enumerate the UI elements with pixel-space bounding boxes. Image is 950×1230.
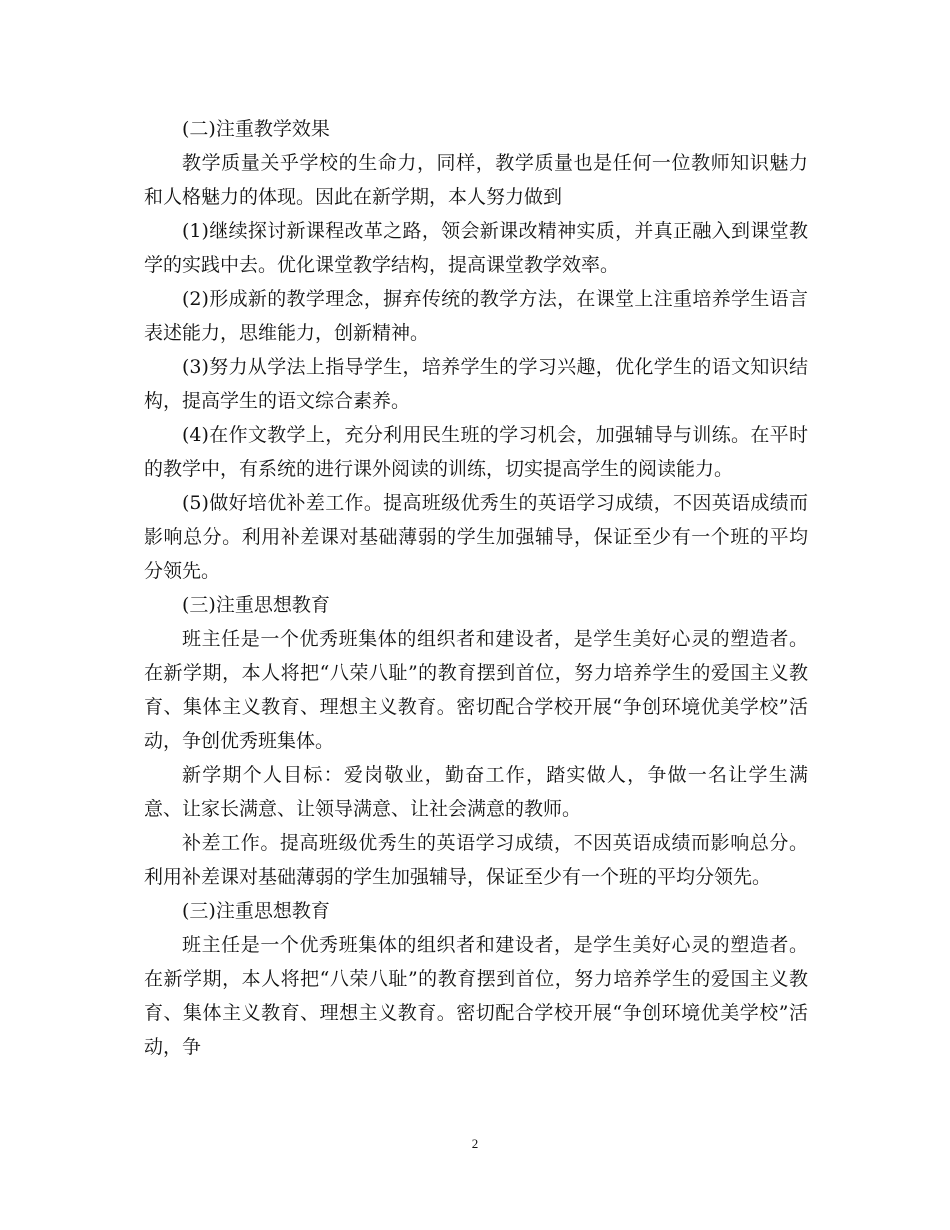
paragraph-teaching-quality: 教学质量关乎学校的生命力，同样，教学质量也是任何一位教师知识魅力和人格魅力的体现。因此在新学期，本人努力做到 [144,152,808,208]
paragraph-class-teacher: 班主任是一个优秀班集体的组织者和建设者，是学生美好心灵的塑造者。在新学期，本人将把“八荣八耻”的教育摆到首位，努力培养学生的爱国主义教育、集体主义教育、理想主义教育。密切配合学校开展“争创环境优美学校”活动，争创优秀班集体。 [144,628,808,752]
paragraph-remedial-work: 补差工作。提高班级优秀生的英语学习成绩，不因英语成绩而影响总分。利用补差课对基础薄弱的学生加强辅导，保证至少有一个班的平均分领先。 [144,832,808,888]
section-heading-teaching-effect: (二)注重教学效果 [182,118,330,140]
list-item-1: (1)继续探讨新课程改革之路，领会新课改精神实质，并真正融入到课堂教学的实践中去。优化课堂教学结构，提高课堂教学效率。 [144,220,808,276]
list-item-4: (4)在作文教学上，充分利用民生班的学习机会，加强辅导与训练。在平时的教学中，有系统的进行课外阅读的训练，切实提高学生的阅读能力。 [144,424,808,480]
page-number: 2 [471,1136,479,1151]
paragraph-class-teacher-repeat: 班主任是一个优秀班集体的组织者和建设者，是学生美好心灵的塑造者。在新学期，本人将把“八荣八耻”的教育摆到首位，努力培养学生的爱国主义教育、集体主义教育、理想主义教育。密切配合学校开展“争创环境优美学校”活动，争 [144,934,808,1058]
list-item-5: (5)做好培优补差工作。提高班级优秀生的英语学习成绩，不因英语成绩而影响总分。利用补差课对基础薄弱的学生加强辅导，保证至少有一个班的平均分领先。 [144,492,808,582]
paragraph-personal-goals: 新学期个人目标：爱岗敬业，勤奋工作，踏实做人，争做一名让学生满意、让家长满意、让领导满意、让社会满意的教师。 [144,764,808,820]
document-body [144,112,808,1064]
section-heading-ideological-education: (三)注重思想教育 [182,594,330,616]
section-heading-ideological-education-repeat: (三)注重思想教育 [182,900,330,922]
list-item-2: (2)形成新的教学理念，摒弃传统的教学方法，在课堂上注重培养学生语言表述能力，思维能力，创新精神。 [144,288,808,344]
list-item-3: (3)努力从学法上指导学生，培养学生的学习兴趣，优化学生的语文知识结构，提高学生的语文综合素养。 [144,356,808,412]
